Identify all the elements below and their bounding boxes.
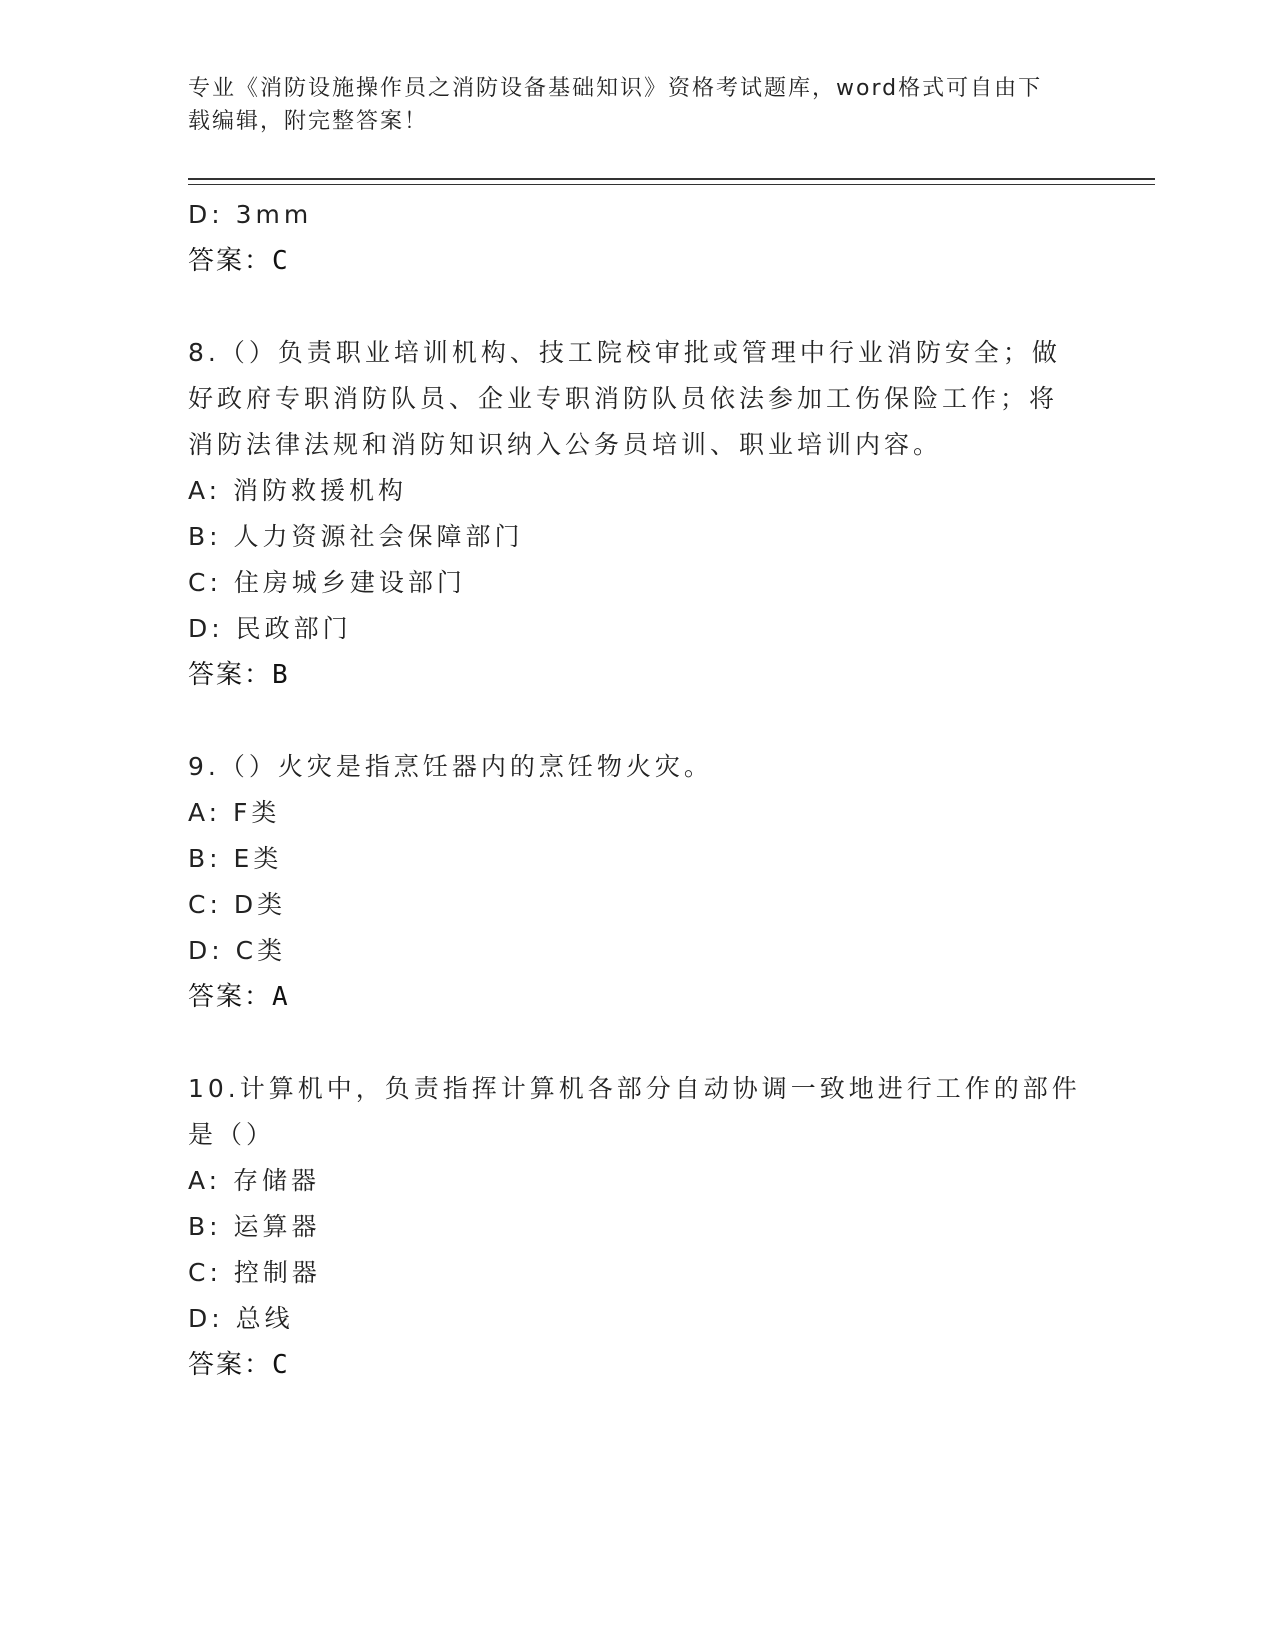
question-9 (188, 744, 1088, 1020)
option-c: C: D类 (188, 890, 287, 919)
option-a: A: F类 (188, 798, 281, 827)
question-stem-line: 8.（）负责职业培训机构、技工院校审批或管理中行业消防安全；做 (188, 338, 1061, 367)
spacer (188, 284, 1088, 330)
document-body (188, 192, 1088, 1388)
question-stem-line: 是（） (188, 1120, 276, 1149)
answer-label: 答案： (188, 982, 273, 1012)
header-line-1: 专业《消防设施操作员之消防设备基础知识》资格考试题库，word格式可自由下 (188, 76, 1043, 101)
option-b: B: E类 (188, 844, 283, 873)
answer-line (188, 238, 1088, 284)
option-b: B: 运算器 (188, 1212, 321, 1241)
option-d: D: 民政部门 (188, 614, 352, 643)
answer-line (188, 1342, 1088, 1388)
option-d: D: 总线 (188, 1304, 294, 1333)
answer-line (188, 974, 1088, 1020)
option-c: C: 控制器 (188, 1258, 321, 1287)
answer-value: C (272, 1350, 289, 1380)
answer-value: A (272, 982, 289, 1012)
question-stem-line: 好政府专职消防队员、企业专职消防队员依法参加工伤保险工作；将 (188, 384, 1059, 413)
header-divider-thick (188, 178, 1155, 180)
previous-question-tail (188, 192, 1088, 284)
option-d: D: 3mm (188, 200, 313, 229)
question-stem-line: 10.计算机中，负责指挥计算机各部分自动协调一致地进行工作的部件 (188, 1074, 1081, 1103)
answer-line (188, 652, 1088, 698)
question-stem-line: 9.（）火灾是指烹饪器内的烹饪物火灾。 (188, 752, 713, 781)
question-8 (188, 330, 1088, 698)
option-d: D: C类 (188, 936, 287, 965)
header-divider-thin (188, 184, 1155, 185)
answer-label: 答案： (188, 660, 273, 690)
answer-value: B (272, 660, 289, 690)
answer-label: 答案： (188, 246, 273, 276)
answer-label: 答案： (188, 1350, 273, 1380)
question-10 (188, 1066, 1088, 1388)
document-header (188, 72, 1078, 138)
spacer (188, 1020, 1088, 1066)
header-line-2: 载编辑，附完整答案！ (188, 109, 429, 134)
option-a: A: 消防救援机构 (188, 476, 408, 505)
option-c: C: 住房城乡建设部门 (188, 568, 466, 597)
option-b: B: 人力资源社会保障部门 (188, 522, 524, 551)
option-a: A: 存储器 (188, 1166, 321, 1195)
answer-value: C (272, 246, 289, 276)
question-stem-line: 消防法律法规和消防知识纳入公务员培训、职业培训内容。 (188, 430, 943, 459)
spacer (188, 698, 1088, 744)
